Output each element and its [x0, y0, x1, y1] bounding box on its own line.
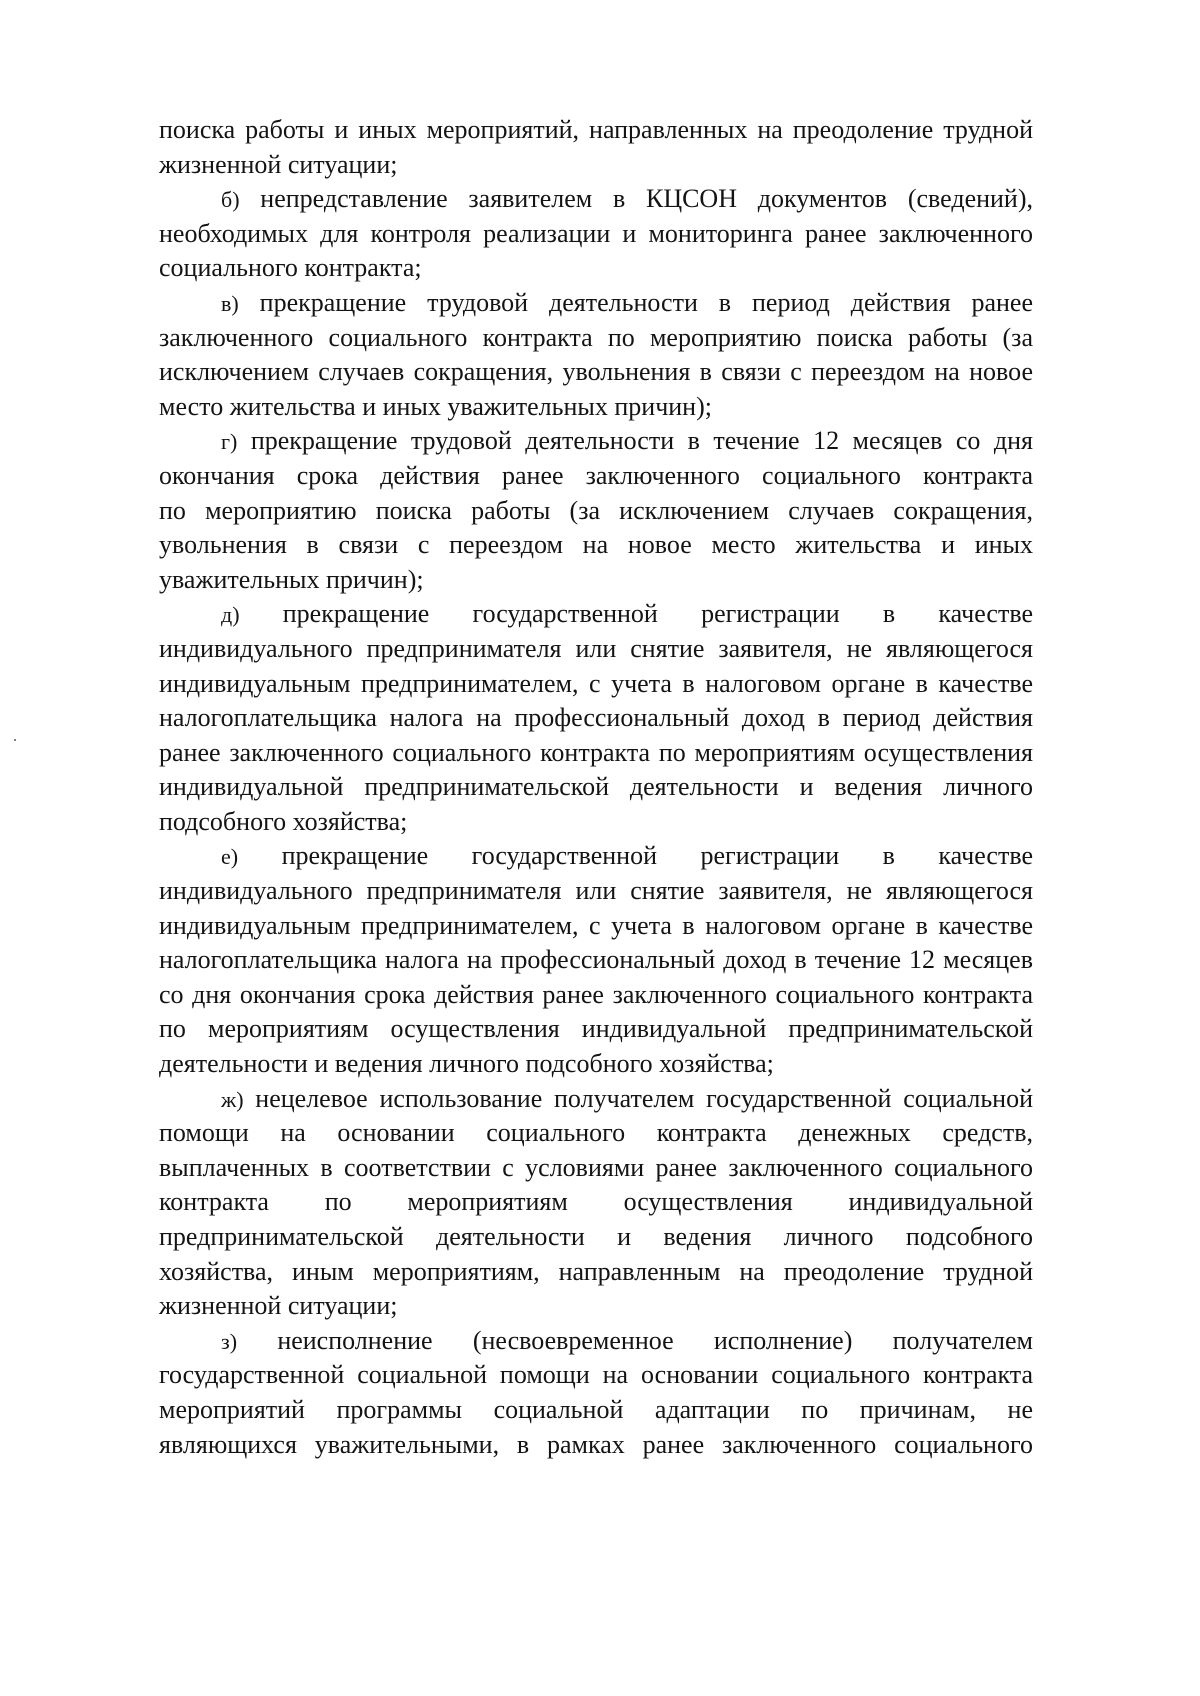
text-line: налогоплательщика налога на профессиональный доход в течение 12 месяцев	[159, 945, 1033, 975]
text-line: исключением случаев сокращения, увольнения в связи с переездом на новое	[159, 357, 1033, 387]
text-line: ранее заключенного социального контракта по мероприятиям осуществления	[159, 737, 1033, 767]
text-line	[159, 839, 1033, 874]
line-text: прекращение государственной регистрации в качестве	[282, 599, 1033, 629]
line-text: прекращение государственной регистрации в качестве	[281, 841, 1033, 871]
item-label: ж)	[221, 1086, 244, 1112]
text-line: контракта по мероприятиям осуществления индивидуальной	[159, 1187, 1033, 1217]
item-label: в)	[221, 290, 239, 316]
text-line: выплаченных в соответствии с условиями ранее заключенного социального	[159, 1152, 1033, 1182]
text-line: предпринимательской деятельности и ведения личного подсобного	[159, 1222, 1033, 1251]
text-line	[159, 1324, 1033, 1359]
text-line: деятельности и ведения личного подсобного хозяйства;	[159, 1049, 774, 1079]
list-item-g	[159, 424, 1033, 597]
text-line: жизненной ситуации;	[159, 1291, 398, 1321]
item-label: з)	[221, 1328, 238, 1354]
line-text: нецелевое использование получателем государственной социальной	[255, 1083, 1034, 1113]
text-line: по мероприятиям осуществления индивидуальной предпринимательской	[159, 1014, 1033, 1044]
text-line: являющихся уважительными, в рамках ранее заключенного социального	[159, 1429, 1033, 1459]
list-item-v	[159, 286, 1033, 424]
text-line: государственной социальной помощи на основании социального контракта	[159, 1360, 1033, 1390]
item-label: д)	[221, 602, 240, 628]
line-text: прекращение трудовой деятельности в период действия ранее	[259, 287, 1033, 317]
text-line	[159, 1082, 1033, 1117]
list-item-e	[159, 839, 1033, 1081]
text-line: индивидуального предпринимателя или снятие заявителя, не являющегося	[159, 633, 1033, 663]
list-item-b	[159, 182, 1033, 286]
text-line: индивидуальной предпринимательской деятельности и ведения личного	[159, 772, 1033, 802]
text-line: социального контракта;	[159, 253, 422, 283]
text-line: окончания срока действия ранее заключенного социального контракта	[159, 460, 1033, 490]
list-item-d	[159, 597, 1033, 839]
text-line: уважительных причин);	[159, 564, 424, 594]
item-label: г)	[221, 429, 238, 455]
text-line: по мероприятию поиска работы (за исключением случаев сокращения,	[159, 495, 1033, 525]
text-line: хозяйства, иным мероприятиям, направленным на преодоление трудной	[159, 1256, 1033, 1286]
item-label: е)	[221, 844, 239, 870]
text-line	[159, 424, 1033, 459]
text-line: со дня окончания срока действия ранее заключенного социального контракта	[159, 979, 1033, 1009]
item-label: б)	[221, 187, 240, 213]
document-body	[159, 113, 1033, 1462]
text-line: помощи на основании социального контракта денежных средств,	[159, 1118, 1033, 1148]
text-line: индивидуальным предпринимателем, с учета в налоговом органе в качестве	[159, 668, 1033, 698]
line-text: неисполнение (несвоевременное исполнение) получателем	[277, 1325, 1033, 1355]
text-line: необходимых для контроля реализации и мониторинга ранее заключенного	[159, 218, 1033, 248]
text-line: индивидуальным предпринимателем, с учета в налоговом органе в качестве	[159, 910, 1033, 940]
text-line: поиска работы и иных мероприятий, направленных на преодоление трудной	[159, 115, 1033, 144]
text-line: индивидуального предпринимателя или снятие заявителя, не являющегося	[159, 876, 1033, 906]
list-item-zh	[159, 1082, 1033, 1324]
line-text: непредставление заявителем в КЦСОН документов (сведений),	[260, 184, 1034, 214]
text-line: увольнения в связи с переездом на новое место жительства и иных	[159, 530, 1033, 560]
scan-speck	[14, 739, 16, 741]
text-line	[159, 182, 1033, 217]
line-text: прекращение трудовой деятельности в течение 12 месяцев со дня	[250, 426, 1033, 456]
text-line: налогоплательщика налога на профессиональный доход в период действия	[159, 703, 1033, 733]
continued-paragraph	[159, 113, 1033, 182]
text-line: жизненной ситуации;	[159, 149, 398, 179]
text-line	[159, 286, 1033, 321]
text-line: подсобного хозяйства;	[159, 806, 408, 836]
list-item-z	[159, 1324, 1033, 1462]
text-line: мероприятий программы социальной адаптации по причинам, не	[159, 1394, 1033, 1424]
text-line: место жительства и иных уважительных причин);	[159, 391, 712, 421]
text-line	[159, 597, 1033, 632]
text-line: заключенного социального контракта по мероприятию поиска работы (за	[159, 322, 1033, 352]
